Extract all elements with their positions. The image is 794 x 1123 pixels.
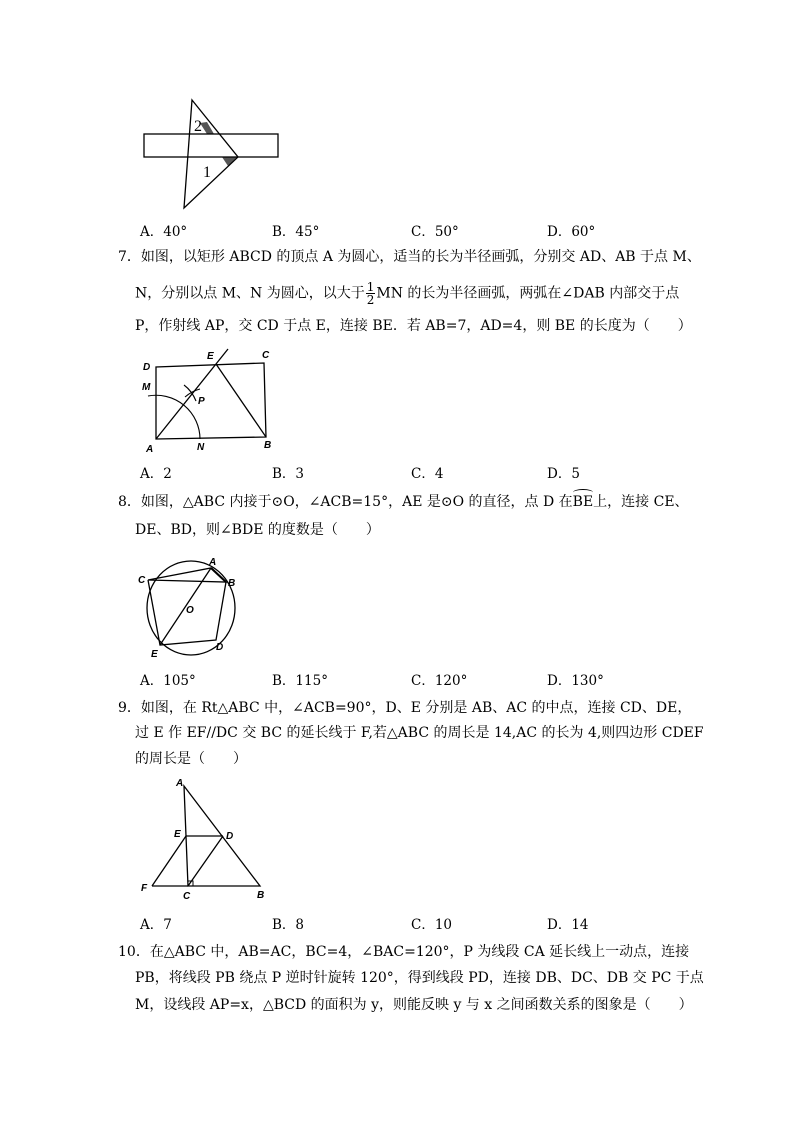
q8-figure bbox=[136, 555, 246, 660]
q7-fraction bbox=[366, 281, 376, 306]
q7-option-b[interactable]: B．3 bbox=[272, 466, 305, 482]
q7-label-e: E bbox=[207, 351, 214, 362]
q9-label-f: F bbox=[141, 883, 148, 894]
q8-option-c[interactable]: C．120° bbox=[411, 673, 468, 689]
q6-figure bbox=[140, 98, 300, 210]
q8-label-d: D bbox=[216, 642, 224, 653]
q9-option-c[interactable]: C．10 bbox=[411, 917, 453, 933]
q7-line-1: 7．如图，以矩形 ABCD 的顶点 A 为圆心，适当的长为半径画弧，分别交 AD、AB 于点 M、 bbox=[118, 249, 701, 265]
q9-label-b: B bbox=[257, 890, 265, 901]
q7-figure bbox=[140, 345, 290, 455]
q8-label-o: O bbox=[186, 605, 194, 616]
q9-line-2: 过 E 作 EF//DC 交 BC 的延长线于 F,若△ABC 的周长是 14,AC 的长为 4,则四边形 CDEF bbox=[135, 725, 704, 741]
q9-line-1: 9．如图，在 Rt△ABC 中，∠ACB=90°，D、E 分别是 AB、AC 的中点，连接 CD、DE， bbox=[118, 700, 692, 716]
q7-label-c: C bbox=[262, 350, 270, 361]
q9-label-e: E bbox=[174, 829, 181, 840]
q8-label-a: A bbox=[209, 557, 217, 568]
q9-option-b[interactable]: B．8 bbox=[272, 917, 305, 933]
q8-options bbox=[140, 669, 780, 689]
q7-line-3: P，作射线 AP，交 CD 于点 E，连接 BE．若 AB=7，AD=4，则 BE 的长度为（ ） bbox=[135, 318, 692, 334]
q8-label-c: C bbox=[138, 575, 146, 586]
q10-line-1: 10．在△ABC 中，AB=AC，BC=4，∠BAC=120°，P 为线段 CA 延长线上一动点，连接 bbox=[118, 944, 690, 960]
q7-options bbox=[140, 462, 780, 482]
q6-label-1: 1 bbox=[203, 164, 211, 181]
q6-option-b[interactable]: B．45° bbox=[272, 224, 320, 240]
q9-label-c: C bbox=[183, 891, 191, 902]
q8-line-1-start: 8．如图，△ABC 内接于⊙O，∠ACB=15°，AE 是⊙O 的直径，点 D 在 bbox=[118, 494, 573, 510]
q8-label-b: B bbox=[228, 578, 236, 589]
q6-options bbox=[140, 220, 780, 240]
q8-label-e: E bbox=[151, 649, 158, 660]
q6-label-2: 2 bbox=[194, 118, 202, 135]
q7-fraction-numerator: 1 bbox=[366, 280, 375, 294]
q7-label-p: P bbox=[198, 396, 205, 407]
q9-figure bbox=[136, 777, 276, 905]
q7-option-c[interactable]: C．4 bbox=[411, 466, 444, 482]
q9-line-3: 的周长是（ ） bbox=[135, 751, 247, 767]
q7-label-d: D bbox=[143, 362, 151, 373]
q7-option-a[interactable]: A．2 bbox=[140, 466, 172, 482]
q8-line-2: DE、BD，则∠BDE 的度数是（ ） bbox=[135, 522, 380, 538]
q8-option-d[interactable]: D．130° bbox=[547, 673, 604, 689]
q6-option-d[interactable]: D．60° bbox=[547, 224, 596, 240]
q7-label-n: N bbox=[197, 442, 205, 453]
q8-option-a[interactable]: A．105° bbox=[140, 673, 196, 689]
q8-segment-ab-bold bbox=[211, 568, 226, 582]
q9-segment-dc bbox=[188, 836, 223, 886]
q7-option-d[interactable]: D．5 bbox=[547, 466, 580, 482]
q7-segment-be bbox=[216, 364, 266, 437]
q7-line-2-start: N，分别以点 M、N 为圆心，以大于 bbox=[135, 285, 365, 302]
q10-line-3: M，设线段 AP=x，△BCD 的面积为 y，则能反映 y 与 x 之间函数关系的图象是（ ） bbox=[135, 997, 693, 1013]
q6-strip bbox=[144, 134, 278, 157]
q7-line-2 bbox=[135, 281, 679, 306]
q9-options bbox=[140, 913, 780, 933]
q9-option-a[interactable]: A．7 bbox=[140, 917, 172, 933]
q8-arc-be: BE bbox=[572, 494, 594, 510]
q9-label-d: D bbox=[226, 831, 234, 842]
q9-label-a: A bbox=[176, 778, 184, 789]
q6-option-c[interactable]: C．50° bbox=[411, 224, 459, 240]
q6-triangle bbox=[184, 100, 238, 208]
q7-label-a: A bbox=[146, 444, 154, 455]
q7-label-m: M bbox=[142, 382, 151, 393]
q7-rectangle-abcd bbox=[156, 363, 266, 439]
q9-segment-ef bbox=[152, 836, 186, 886]
q8-line-1-end: 上，连接 CE、 bbox=[593, 494, 689, 510]
q8-option-b[interactable]: B．115° bbox=[272, 673, 328, 689]
q6-option-a[interactable]: A．40° bbox=[140, 224, 188, 240]
q7-line-2-end: MN 的长为半径画弧，两弧在∠DAB 内部交于点 bbox=[376, 285, 680, 302]
q7-label-b: B bbox=[264, 440, 272, 451]
q10-line-2: PB，将线段 PB 绕点 P 逆时针旋转 120°，得到线段 PD，连接 DB、DC、DB 交 PC 于点 bbox=[135, 970, 704, 986]
q9-option-d[interactable]: D．14 bbox=[547, 917, 589, 933]
q8-line-1 bbox=[118, 492, 689, 512]
q7-fraction-denominator: 2 bbox=[366, 293, 375, 307]
